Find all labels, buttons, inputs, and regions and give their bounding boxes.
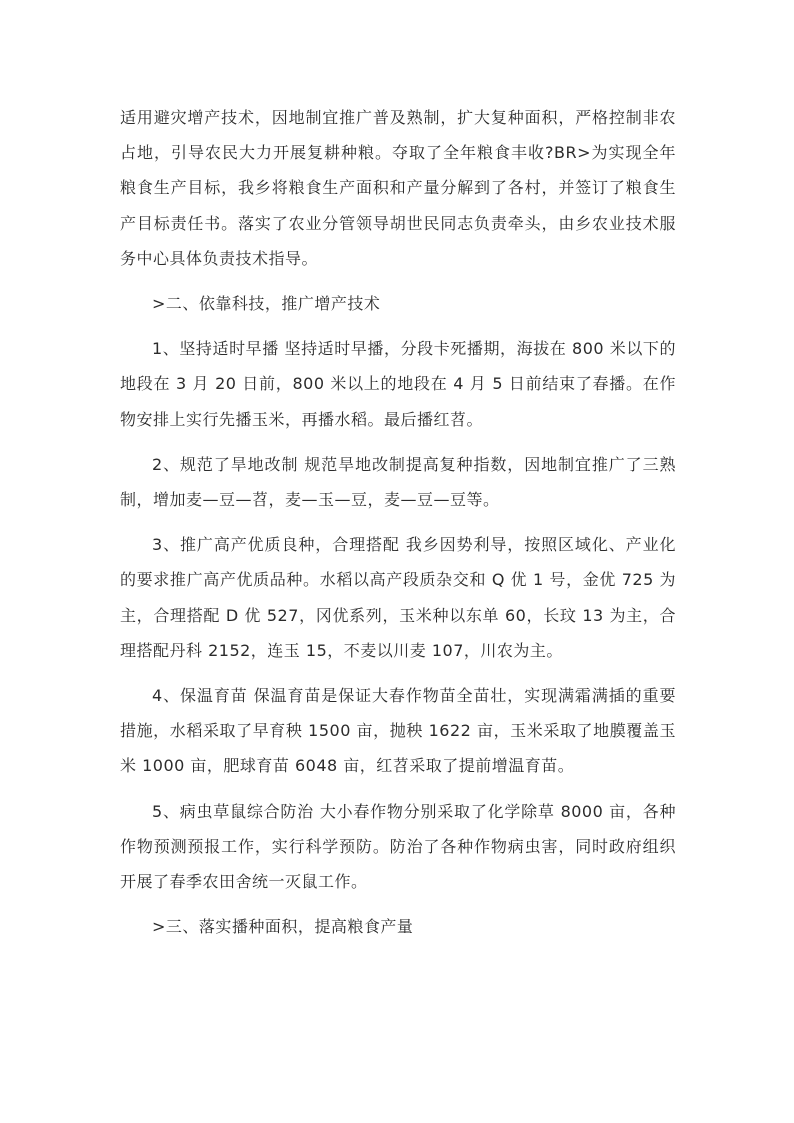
- body-paragraph: 适用避灾增产技术，因地制宜推广普及熟制，扩大复种面积，严格控制非农占地，引导农民大力开展复耕种粮。夺取了全年粮食丰收?BR>为实现全年粮食生产目标，我乡将粮食生产面积和产量分解到了各村，并签订了粮食生产目标责任书。落实了农业分管领导胡世民同志负责牵头，由乡农业技术服务中心具体负责技术指导。: [120, 108, 676, 268]
- body-paragraph: 1、坚持适时早播 坚持适时早播，分段卡死播期，海拔在 800 米以下的地段在 3 月 20 日前，800 米以上的地段在 4 月 5 日前结束了春播。在作物安排上实行先播玉米，再播水稻。最后播红苕。: [120, 339, 676, 429]
- body-paragraph: 3、推广高产优质良种，合理搭配 我乡因势利导，按照区域化、产业化的要求推广高产优质品种。水稻以高产段质杂交和 Q 优 1 号，金优 725 为主，合理搭配 D 优 527，冈优系列，玉米种以东单 60，长玟 13 为主，合理搭配丹科 2152，连玉 15，不麦以川麦 107，川农为主。: [120, 535, 676, 660]
- section-heading: >三、落实播种面积，提高粮食产量: [152, 917, 414, 937]
- body-paragraph: 5、病虫草鼠综合防治 大小春作物分别采取了化学除草 8000 亩，各种作物预测预报工作，实行科学预防。防治了各种作物病虫害，同时政府组织开展了春季农田舍统一灭鼠工作。: [120, 801, 676, 892]
- section-heading: >二、依靠科技，推广增产技术: [152, 294, 381, 314]
- body-paragraph: 2、规范了旱地改制 规范旱地改制提高复种指数，因地制宜推广了三熟制，增加麦—豆—苕，麦—玉—豆，麦—豆—豆等。: [120, 454, 676, 510]
- document-body: [120, 100, 676, 954]
- body-paragraph: 4、保温育苗 保温育苗是保证大春作物苗全苗壮，实现满霜满插的重要措施，水稻采取了早育秧 1500 亩，抛秧 1622 亩，玉米采取了地膜覆盖玉米 1000 亩，肥球育苗 6048 亩，红苕采取了提前增温育苗。: [120, 686, 676, 776]
